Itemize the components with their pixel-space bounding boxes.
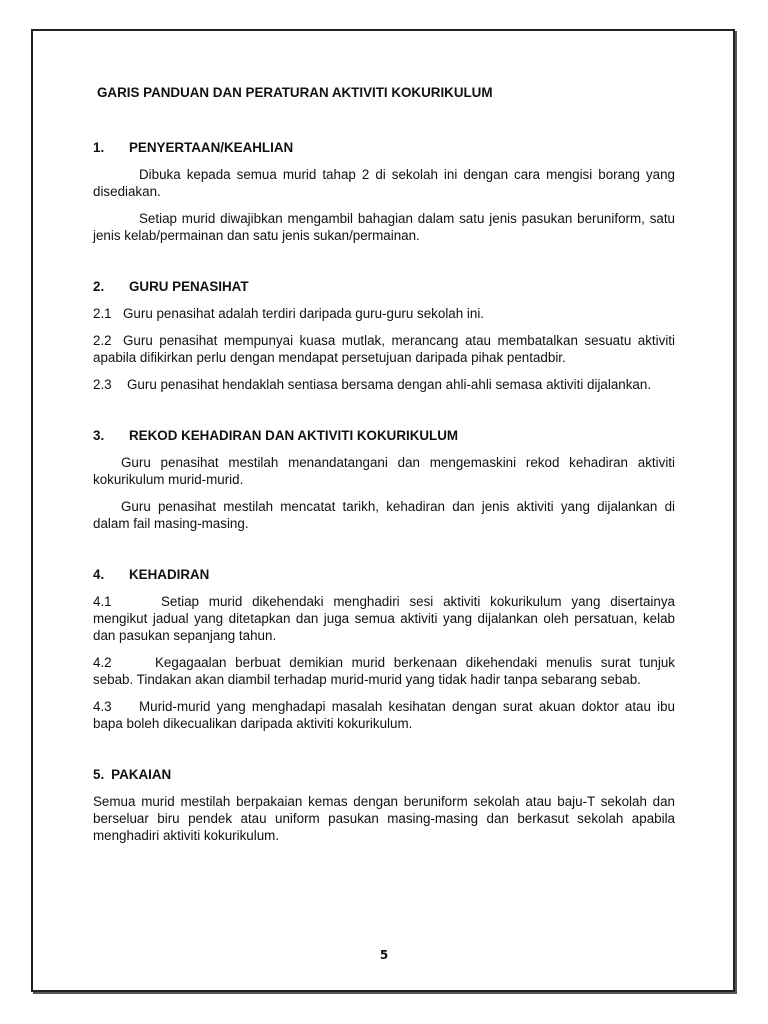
item-number: 2.3: [93, 377, 112, 392]
item-text: Murid-murid yang menghadapi masalah kesihatan dengan surat akuan doktor atau ibu bapa boleh dikecualikan daripada aktiviti kokurikulum.: [93, 699, 675, 731]
section-title: PENYERTAAN/KEAHLIAN: [129, 140, 294, 155]
list-item: [93, 593, 675, 644]
item-text: Guru penasihat mempunyai kuasa mutlak, merancang atau membatalkan sesuatu aktiviti apabila difikirkan perlu dengan mendapat persetujuan daripada pihak pentadbir.: [93, 333, 675, 365]
section-title: PAKAIAN: [111, 767, 172, 782]
section-title: KEHADIRAN: [129, 567, 210, 582]
section-heading: [93, 278, 675, 295]
section-heading: [93, 566, 675, 583]
item-text: Guru penasihat adalah terdiri daripada guru-guru sekolah ini.: [123, 306, 485, 321]
section-number: 5.: [93, 767, 105, 782]
section-pakaian: [93, 766, 675, 844]
paragraph: Semua murid mestilah berpakaian kemas dengan beruniform sekolah atau baju-T sekolah dan berseluar biru pendek atau uniform pasukan masing-masing dan berkasut sekolah apabila menghadiri aktiviti kokurikulum.: [93, 794, 675, 843]
section-kehadiran: [93, 566, 675, 732]
list-item: [93, 305, 675, 322]
item-number: 4.2: [93, 655, 112, 670]
item-text: Setiap murid dikehendaki menghadiri sesi aktiviti kokurikulum yang disertainya mengikut jadual yang ditetapkan dan juga semua aktiviti yang dijalankan oleh persatuan, kelab dan pasukan sepanjang tahun.: [93, 594, 675, 643]
list-item: [93, 654, 675, 688]
section-guru-penasihat: [93, 278, 675, 393]
item-number: 2.1: [93, 306, 112, 321]
section-number: 3.: [93, 428, 105, 443]
section-rekod-kehadiran: [93, 427, 675, 532]
list-item: [93, 698, 675, 732]
list-item: [93, 332, 675, 366]
item-text: Guru penasihat hendaklah sentiasa bersama dengan ahli-ahli semasa aktiviti dijalankan.: [127, 377, 652, 392]
list-item: [93, 376, 675, 393]
item-number: 2.2: [93, 333, 112, 348]
document-title: GARIS PANDUAN DAN PERATURAN AKTIVITI KOKURIKULUM: [97, 85, 493, 100]
section-heading: [93, 427, 675, 444]
item-number: 4.3: [93, 699, 112, 714]
page-number: 5: [379, 948, 389, 962]
paragraph: Setiap murid diwajibkan mengambil bahagian dalam satu jenis pasukan beruniform, satu jenis kelab/permainan dan satu jenis sukan/permainan.: [93, 211, 675, 243]
paragraph: Guru penasihat mestilah mencatat tarikh, kehadiran dan jenis aktiviti yang dijalankan di dalam fail masing-masing.: [93, 499, 675, 531]
section-penyertaan: [93, 139, 675, 244]
section-heading: [93, 766, 675, 783]
section-number: 2.: [93, 279, 105, 294]
item-number: 4.1: [93, 594, 112, 609]
paragraph: Guru penasihat mestilah menandatangani dan mengemaskini rekod kehadiran aktiviti kokurikulum murid-murid.: [93, 455, 675, 487]
item-text: Kegagaalan berbuat demikian murid berkenaan dikehendaki menulis surat tunjuk sebab. Tindakan akan diambil terhadap murid-murid yang tidak hadir tanpa sebarang sebab.: [93, 655, 675, 687]
section-number: 1.: [93, 140, 105, 155]
document-body: [93, 84, 675, 854]
section-number: 4.: [93, 567, 105, 582]
section-heading: [93, 139, 675, 156]
section-title: REKOD KEHADIRAN DAN AKTIVITI KOKURIKULUM: [129, 428, 459, 443]
section-title: GURU PENASIHAT: [129, 279, 249, 294]
paragraph: Dibuka kepada semua murid tahap 2 di sekolah ini dengan cara mengisi borang yang disediakan.: [93, 167, 675, 199]
